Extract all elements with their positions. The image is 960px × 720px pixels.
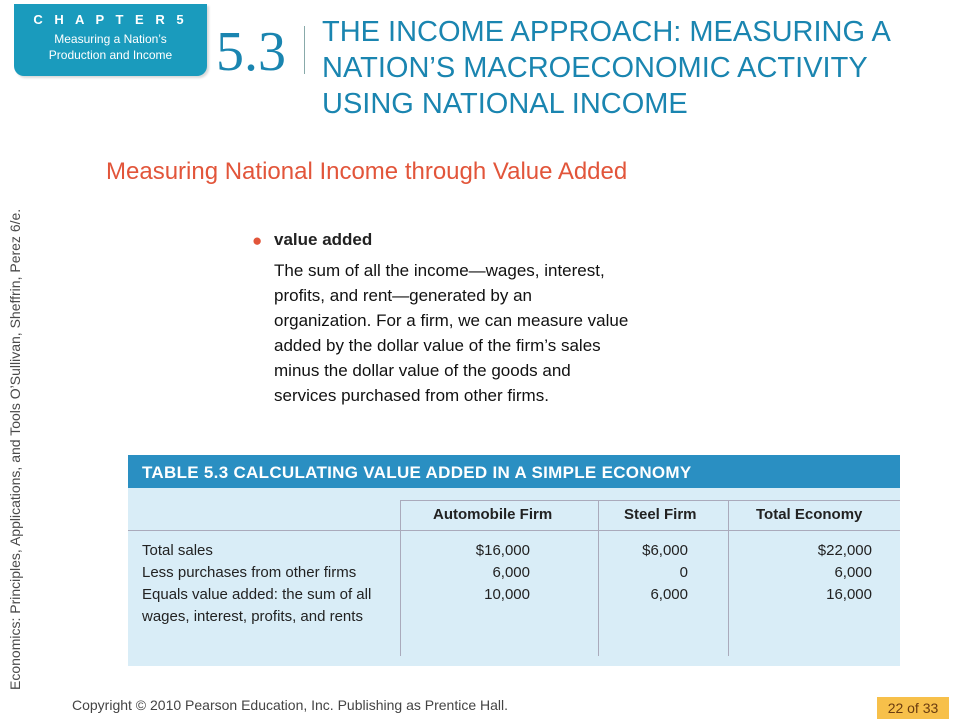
col-values-automobile: [428, 540, 530, 606]
book-credit: Economics: Principles, Applications, and Tools O’Sullivan, Sheffrin, Perez 6/e.: [7, 208, 23, 690]
column-divider-1: [400, 500, 401, 656]
col-values-total: [764, 540, 872, 606]
cell-value: $16,000: [475, 542, 530, 559]
table-caption: TABLE 5.3 CALCULATING VALUE ADDED IN A SIMPLE ECONOMY: [128, 458, 900, 488]
term-value-added: value added: [274, 230, 373, 249]
col-header-total: Total Economy: [756, 506, 863, 523]
column-divider-2: [598, 500, 599, 656]
slide-heading: Measuring National Income through Value Added: [106, 158, 628, 185]
row-label-less-purchases: Less purchases from other firms: [142, 564, 357, 581]
bullet-icon: ●: [252, 231, 263, 250]
row-labels: [142, 540, 397, 628]
copyright-notice: Copyright © 2010 Pearson Education, Inc. Publishing as Prentice Hall.: [72, 697, 509, 713]
term-definition: The sum of all the income—wages, interest, profits, and rent—generated by an organization. For a firm, we can measure value added by the dollar value of the firm’s sales minus the dollar value of the goods and services purchased from other firms.: [274, 261, 629, 405]
col-values-steel: [628, 540, 688, 606]
chapter-subtitle: [14, 31, 207, 63]
chapter-subtitle-line2: Production and Income: [48, 48, 173, 62]
col-header-steel: Steel Firm: [624, 506, 697, 523]
col-header-automobile: Automobile Firm: [433, 506, 553, 523]
cell-value: $22,000: [817, 542, 872, 559]
row-label-total-sales: Total sales: [142, 542, 213, 559]
header-top-rule: [400, 500, 900, 501]
cell-value: 6,000: [834, 564, 872, 581]
section-title: THE INCOME APPROACH: MEASURING A NATION’S MACROECONOMIC ACTIVITY USING NATIONAL INCOME: [322, 16, 890, 120]
column-divider-3: [728, 500, 729, 656]
cell-value: 0: [679, 564, 688, 581]
chapter-label: C H A P T E R 5: [33, 12, 188, 27]
header-bottom-rule: [128, 530, 900, 531]
cell-value: 10,000: [484, 586, 530, 603]
cell-value: $6,000: [642, 542, 688, 559]
section-divider: [304, 26, 305, 74]
chapter-tab: [14, 4, 207, 76]
chapter-subtitle-line1: Measuring a Nation’s: [54, 32, 167, 46]
row-label-value-added: Equals value added: the sum of all wages, interest, profits, and rents: [142, 586, 372, 625]
section-number: 5.3: [216, 21, 286, 83]
cell-value: 6,000: [650, 586, 688, 603]
page-number-badge: 22 of 33: [877, 697, 949, 719]
value-added-table: [128, 455, 900, 666]
cell-value: 6,000: [492, 564, 530, 581]
cell-value: 16,000: [826, 586, 872, 603]
